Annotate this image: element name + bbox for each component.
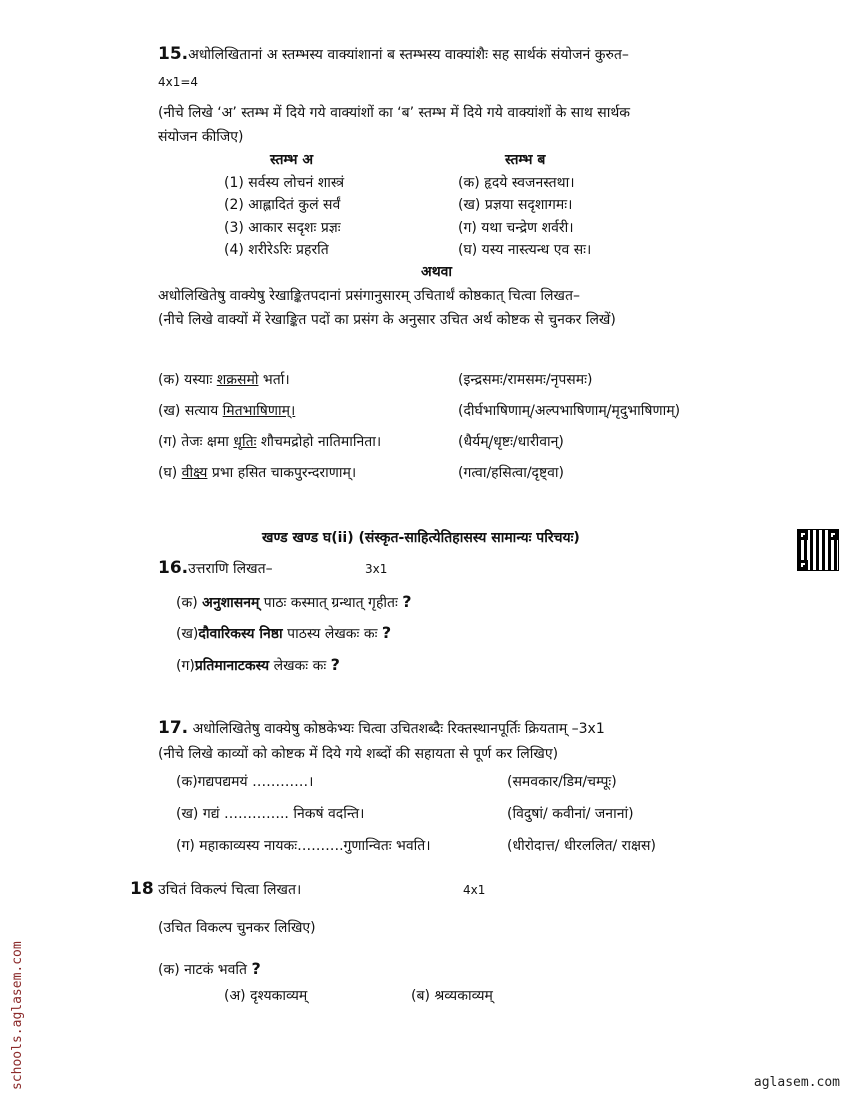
underlined-word: शक्रसमो	[216, 372, 259, 388]
alt-item-options: (दीर्घभाषिणाम्/अल्पभाषिणाम्/मृदुभाषिणाम्)	[458, 403, 681, 419]
q16-item-text: पाठः कस्मात् ग्रन्थात् गृहीतः	[259, 595, 403, 611]
column-b-item: (ग) यथा चन्द्रेण शर्वरी।	[458, 220, 574, 236]
alt-item	[158, 370, 290, 389]
q15-header	[158, 44, 629, 64]
q18-question	[158, 959, 261, 979]
column-a-item: (3) आकार सदृशः प्रज्ञः	[224, 220, 341, 236]
question-mark: ?	[251, 959, 261, 978]
column-b-item: (घ) यस्य नास्त्यन्ध एव सः।	[458, 242, 592, 258]
q16-number: 16.	[158, 558, 189, 578]
column-a-heading: स्तम्भ अ	[270, 152, 314, 168]
underlined-word: मितभाषिणाम्।	[222, 403, 296, 419]
q18-marks: 4x1	[463, 883, 486, 897]
q16-marks: 3x1	[365, 562, 388, 576]
alt-item	[158, 463, 356, 482]
alt-item-prefix: (घ)	[158, 465, 182, 481]
column-b-item: (ख) प्रज्ञया सदृशागमः।	[458, 197, 573, 213]
q16-instruction: उत्तराणि लिखत–	[188, 561, 273, 577]
q18-question-text: (क) नाटकं भवति	[158, 962, 252, 978]
column-b-heading: स्तम्भ ब	[505, 152, 546, 168]
q16-header	[158, 558, 273, 578]
underlined-word: धृतिः	[233, 434, 257, 450]
q18-option-a: (अ) दृश्यकाव्यम्	[224, 988, 308, 1004]
q15-number: 15.	[158, 44, 189, 64]
q15-marks: 4x1=4	[158, 75, 199, 89]
side-watermark: schools.aglasem.com	[10, 941, 25, 1090]
column-a-item: (2) आह्लादितं कुलं सर्वं	[224, 197, 341, 213]
alt-item-prefix: (ग) तेजः क्षमा	[158, 434, 234, 450]
alt-hindi-instruction: (नीचे लिखे वाक्यों में रेखाङ्कित पदों का प्रसंग के अनुसार उचित अर्थ कोष्टक से चुनकर लिखें)	[158, 312, 616, 328]
column-a-item: (1) सर्वस्य लोचनं शास्त्रं	[224, 175, 345, 191]
q16-item-prefix: (क)	[176, 595, 203, 611]
q16-item-bold: अनुशासनम्	[202, 595, 260, 611]
alt-item-suffix: प्रभा हसित चाकपुरन्दराणाम्।	[207, 465, 357, 481]
column-a-item: (4) शरीरेऽरिः प्रहरति	[224, 242, 329, 258]
athava-label: अथवा	[421, 264, 453, 280]
q16-item-bold: दौवारिकस्य निष्ठा	[198, 626, 283, 642]
q17-item-options: (विदुषां/ कवीनां/ जनानां)	[507, 806, 634, 822]
alt-item-options: (गत्वा/हसित्वा/दृष्ट्वा)	[458, 465, 565, 481]
alt-item-options: (धैर्यम्/धृष्टः/धारीवान्)	[458, 434, 564, 450]
column-b-item: (क) हृदये स्वजनस्तथा।	[458, 175, 575, 191]
q18-instruction: उचितं विकल्पं चित्वा लिखत।	[158, 882, 302, 898]
question-mark: ?	[402, 592, 412, 611]
question-mark: ?	[330, 655, 340, 674]
q16-item-bold: प्रतिमानाटकस्य	[194, 658, 270, 674]
q18-hindi: (उचित विकल्प चुनकर लिखिए)	[158, 920, 316, 936]
q16-item	[176, 592, 412, 612]
q15-instruction: अधोलिखितानां अ स्तम्भस्य वाक्यांशानां ब स्तम्भस्य वाक्यांशैः सह सार्थकं संयोजनं कुरुत–	[188, 47, 629, 63]
q18-header	[130, 879, 301, 899]
q17-number: 17.	[158, 718, 189, 738]
alt-item-suffix: भर्ता।	[258, 372, 290, 388]
q16-item-prefix: (ख)	[176, 626, 199, 642]
q16-item	[176, 623, 391, 643]
underlined-word: वीक्ष्य	[181, 465, 208, 481]
alt-item	[158, 401, 295, 420]
q17-hindi: (नीचे लिखे काव्यों को कोष्टक में दिये गये शब्दों की सहायता से पूर्ण कर लिखिए)	[158, 746, 559, 762]
section-heading: खण्ड खण्ड घ(ii) (संस्कृत-साहित्येतिहासस्य सामान्यः परिचयः)	[262, 530, 580, 546]
q17-item-options: (धीरोदात्त/ धीरललित/ राक्षस)	[507, 838, 656, 854]
footer-watermark: aglasem.com	[753, 1075, 840, 1090]
qr-code-icon	[798, 530, 838, 570]
question-mark: ?	[381, 623, 392, 642]
q17-item: (क)गद्यपद्यमयं …………।	[176, 774, 314, 790]
q17-item: (ग) महाकाव्यस्य नायकः……….गुणान्वितः भवति।	[176, 838, 431, 854]
alt-instruction: अधोलिखितेषु वाक्येषु रेखाङ्कितपदानां प्रसंगानुसारम् उचितार्थं कोष्ठकात् चित्वा लिखत–	[158, 288, 580, 304]
alt-item-prefix: (ख) सत्याय	[158, 403, 223, 419]
q17-item-options: (समवकार/डिम/चम्पूः)	[507, 774, 617, 790]
alt-item-options: (इन्द्रसमः/रामसमः/नृपसमः)	[458, 372, 593, 388]
q16-item-text: लेखकः कः	[269, 658, 331, 674]
q17-item: (ख) गद्यं ………….. निकषं वदन्ति।	[176, 806, 365, 822]
q16-item-text: पाठस्य लेखकः कः	[282, 626, 382, 642]
q18-option-b: (ब) श्रव्यकाव्यम्	[411, 988, 493, 1004]
q17-header	[158, 718, 605, 738]
q17-instruction: अधोलिखितेषु वाक्येषु कोष्ठकेभ्यः चित्वा उचितशब्दैः रिक्तस्थानपूर्तिः क्रियताम् –3x1	[192, 721, 605, 737]
q16-item-prefix: (ग)	[176, 658, 195, 674]
alt-item-prefix: (क) यस्याः	[158, 372, 217, 388]
alt-item	[158, 432, 381, 451]
q15-hindi-line1: (नीचे लिखे ‘अ’ स्तम्भ में दिये गये वाक्यांशों का ‘ब’ स्तम्भ में दिये गये वाक्यांशों के साथ सार्थक	[158, 105, 631, 121]
q18-number: 18	[130, 879, 154, 899]
q15-hindi-line2: संयोजन कीजिए)	[158, 129, 244, 145]
q16-item	[176, 655, 340, 675]
alt-item-suffix: शौचमद्रोहो नातिमानिता।	[256, 434, 382, 450]
